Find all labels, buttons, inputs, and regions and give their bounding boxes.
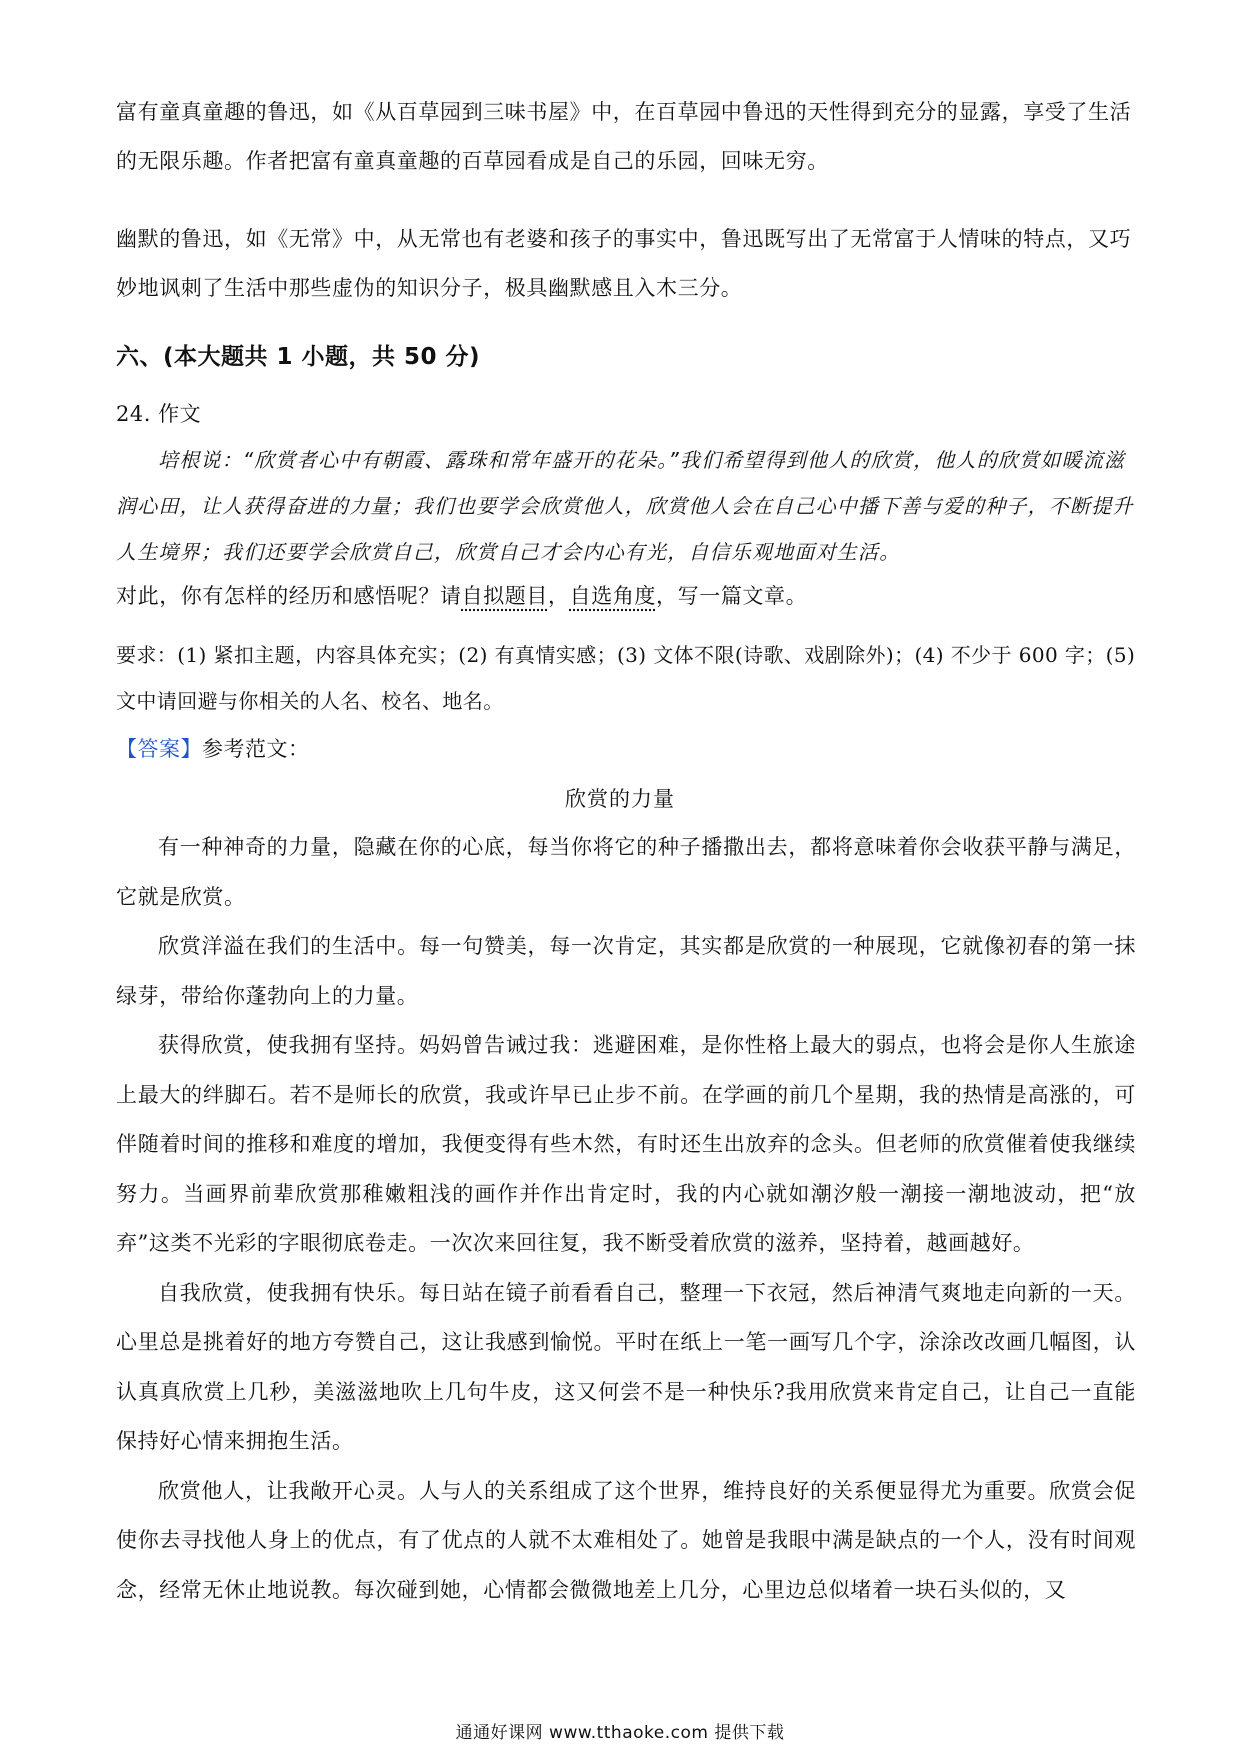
paragraph-top-2 <box>116 215 1136 313</box>
essay-paragraph: 获得欣赏，使我拥有坚持。妈妈曾告诫过我：逃避困难，是你性格上最大的弱点，也将会是你人生旅途上最大的绊脚石。若不是师长的欣赏，我或许早已止步不前。在学画的前几个星期，我的热情是高涨的，可伴随着时间的推移和难度的增加，我便变得有些木然，有时还生出放弃的念头。但老师的欣赏催着使我继续努力。当画界前辈欣赏那稚嫩粗浅的画作并作出肯定时，我的内心就如潮汐般一潮接一潮地波动，把“放弃”这类不光彩的字眼彻底卷走。一次次来回往复，我不断受着欣赏的滋养，坚持着，越画越好。 <box>116 1033 1136 1255</box>
essay-paragraph: 自我欣赏，使我拥有快乐。每日站在镜子前看看自己，整理一下衣冠，然后神清气爽地走向新的一天。心里总是挑着好的地方夸赞自己，这让我感到愉悦。平时在纸上一笔一画写几个字，涂涂改改画几幅图，认认真真欣赏上几秒，美滋滋地吹上几句牛皮，这又何尝不是一种快乐?我用欣赏来肯定自己，让自己一直能保持好心情来拥抱生活。 <box>116 1280 1136 1453</box>
paragraph-text: 幽默的鲁迅，如《无常》中，从无常也有老婆和孩子的事实中，鲁迅既写出了无常富于人情味的特点，又巧妙地讽刺了生活中那些虚伪的知识分子，极具幽默感且入木三分。 <box>116 227 1132 300</box>
task-emphasis-2: 自选角度 <box>569 584 657 608</box>
question-title: 24. 作文 <box>116 402 202 426</box>
page-footer: 通通好课网 www.tthaoke.com 提供下载 <box>455 1723 785 1743</box>
task-emphasis-1: 自拟题目 <box>461 584 549 608</box>
task-suffix: ，写一篇文章。 <box>656 584 808 608</box>
prompt-paragraph: 培根说：“欣赏者心中有朝霞、露珠和常年盛开的花朵。”我们希望得到他人的欣赏，他人的欣赏如暖流滋润心田，让人获得奋进的力量；我们也要学会欣赏他人，欣赏他人会在自己心中播下善与爱的种子，不断提升人生境界；我们还要学会欣赏自己，欣赏自己才会内心有光，自信乐观地面对生活。 <box>116 448 1134 564</box>
essay-body <box>116 823 1136 1615</box>
paragraph-top-1 <box>116 88 1136 186</box>
paragraph-text: 富有童真童趣的鲁迅，如《从百草园到三味书屋》中，在百草园中鲁迅的天性得到充分的显露，享受了生活的无限乐趣。作者把富有童真童趣的百草园看成是自己的乐园，回味无穷。 <box>116 100 1132 173</box>
essay-paragraph: 有一种神奇的力量，隐藏在你的心底，每当你将它的种子播撒出去，都将意味着你会收获平静与满足，它就是欣赏。 <box>116 835 1136 909</box>
essay-paragraph: 欣赏他人，让我敞开心灵。人与人的关系组成了这个世界，维持良好的关系便显得尤为重要。欣赏会促使你去寻找他人身上的优点，有了优点的人就不太难相处了。她曾是我眼中满是缺点的一个人，没有时间观念，经常无休止地说教。每次碰到她，心情都会微微地差上几分，心里边总似堵着一块石头似的，又 <box>116 1478 1136 1602</box>
prompt-task <box>116 580 807 610</box>
task-prefix: 对此，你有怎样的经历和感悟呢？请 <box>116 584 462 608</box>
essay-prompt <box>116 437 1140 575</box>
requirements: 要求：(1) 紧扣主题，内容具体充实；(2) 有真情实感；(3) 文体不限(诗歌、戏剧除外)；(4) 不少于 600 字；(5) 文中请回避与你相关的人名、校名、地名。 <box>116 643 1136 713</box>
task-comma: ， <box>548 584 570 608</box>
answer-tag: 【答案】 <box>116 737 202 761</box>
section-heading: 六、(本大题共 1 小题，共 50 分) <box>116 344 481 370</box>
essay-paragraph: 欣赏洋溢在我们的生活中。每一句赞美，每一次肯定，其实都是欣赏的一种展现，它就像初春的第一抹绿芽，带给你蓬勃向上的力量。 <box>116 934 1136 1008</box>
answer-label: 参考范文： <box>202 737 310 761</box>
essay-title: 欣赏的力量 <box>565 787 675 811</box>
answer-line <box>116 733 310 763</box>
